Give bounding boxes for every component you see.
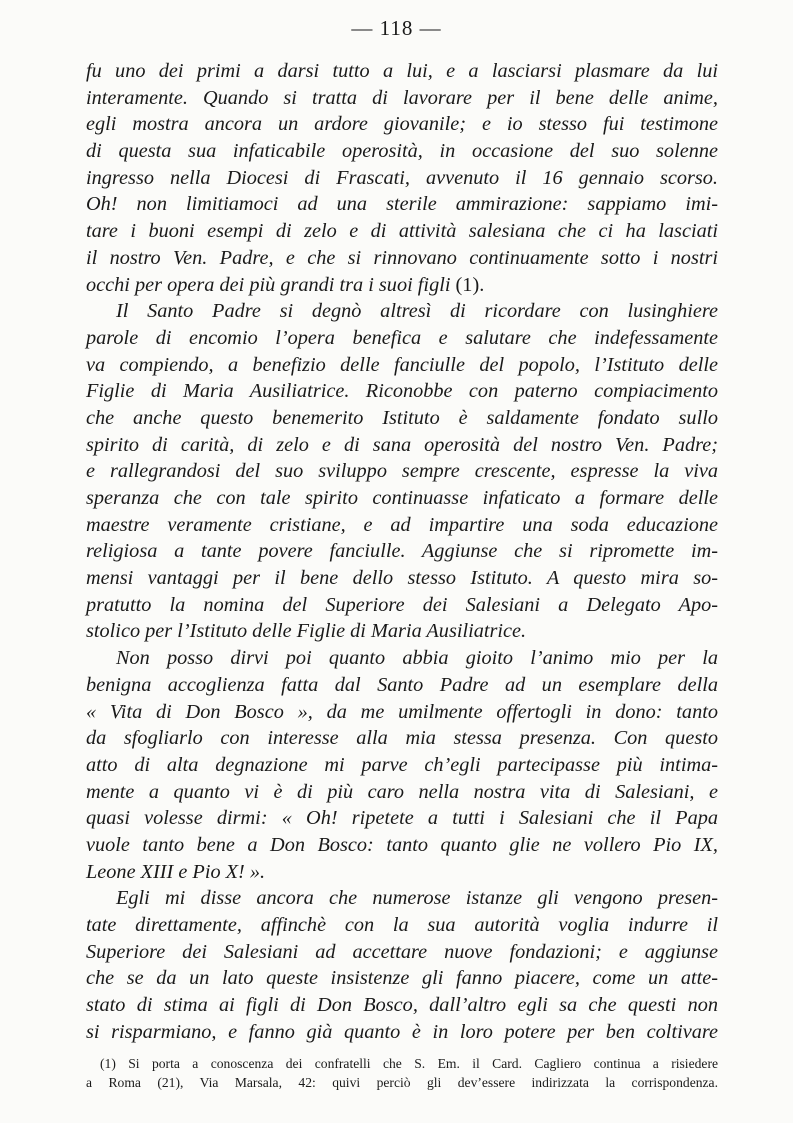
text-line-content: tate direttamente, affinchè con la sua autorità voglia indurre il <box>86 914 718 936</box>
text-line <box>86 805 718 832</box>
text-line <box>86 565 718 592</box>
text-line-content: « Vita di Don Bosco », da me umilmente offertogli in dono: tanto <box>86 700 718 723</box>
text-line <box>86 832 718 859</box>
text-line <box>86 885 718 912</box>
text-line-content: occhi per opera dei più grandi tra i suoi figli <box>86 273 451 296</box>
text-line <box>86 939 718 966</box>
text-line <box>86 699 718 726</box>
text-line-content: pratutto la nomina del Superiore dei Salesiani a Delegato Apo- <box>86 593 718 616</box>
text-line <box>86 405 718 432</box>
text-line-content: Oh! non limitiamoci ad una sterile ammirazione: sappiamo imi- <box>86 193 718 216</box>
text-line <box>86 352 718 379</box>
text-line-content: quasi volesse dirmi: « Oh! ripetete a tutti i Salesiani che il Papa <box>86 807 718 830</box>
text-line-content: stolico per l’Istituto delle Figlie di Maria Ausiliatrice. <box>86 620 527 643</box>
text-line-content: Figlie di Maria Ausiliatrice. Riconobbe con paterno compiacimento <box>86 380 718 403</box>
body-text <box>86 58 718 1045</box>
text-line <box>86 672 718 699</box>
text-line-content: speranza che con tale spirito continuasse infaticato a formare delle <box>86 487 718 509</box>
text-line <box>86 165 718 192</box>
text-line-content: spirito di carità, di zelo e di sana operosità del nostro Ven. Padre; <box>86 433 718 456</box>
text-line-content: che anche questo benemerito Istituto è saldamente fondato sullo <box>86 406 718 429</box>
footnote <box>86 1055 718 1092</box>
text-line <box>86 992 718 1019</box>
text-line-content: maestre veramente cristiane, e ad impartire una soda educazione <box>86 513 718 536</box>
text-line <box>86 58 718 85</box>
text-line <box>86 245 718 272</box>
text-line <box>86 218 718 245</box>
footnote-line: (1) Si porta a conoscenza dei confratelli che S. Em. il Card. Cagliero continua a risiedere <box>100 1056 718 1071</box>
page-number: — 118 — <box>351 16 442 40</box>
text-line <box>86 752 718 779</box>
text-line-content: egli mostra ancora un ardore giovanile; e io stesso fui testimone <box>86 113 718 136</box>
text-line <box>86 85 718 112</box>
text-line <box>86 965 718 992</box>
text-line-content: Il Santo Padre si degnò altresì di ricordare con lusinghiere <box>116 300 718 323</box>
text-line-content: Egli mi disse ancora che numerose istanze gli vengono presen- <box>116 887 718 910</box>
text-line-content: religiosa a tante povere fanciulle. Aggiunse che si ripromette im- <box>86 540 718 563</box>
text-line <box>86 779 718 806</box>
text-line-content: e rallegrandosi del suo sviluppo sempre crescente, espresse la viva <box>86 460 718 483</box>
text-line-content: di questa sua infaticabile operosità, in occasione del suo solenne <box>86 140 718 163</box>
text-line <box>86 859 718 886</box>
text-line-content: benigna accoglienza fatta dal Santo Padre ad un esemplare della <box>86 673 718 696</box>
text-line <box>86 645 718 672</box>
footnote-line: a Roma (21), Via Marsala, 42: quivi perciò gli dev’essere indirizzata la corrispondenza. <box>86 1074 718 1090</box>
text-line-content: Leone XIII e Pio X! ». <box>86 860 266 883</box>
text-line-content: mensi vantaggi per il bene dello stesso Istituto. A questo mira so- <box>86 567 718 590</box>
text-line-content: mente a quanto vi è di più caro nella nostra vita di Salesiani, e <box>86 780 718 803</box>
text-line-content: atto di alta degnazione mi parve ch’egli partecipasse più intima- <box>86 753 718 776</box>
text-line <box>86 592 718 619</box>
text-line <box>86 485 718 512</box>
text-line-content: Non posso dirvi poi quanto abbia gioito l’animo mio per la <box>116 647 718 670</box>
text-line-content: il nostro Ven. Padre, e che si rinnovano continuamente sotto i nostri <box>86 246 718 269</box>
text-line-content: vuole tanto bene a Don Bosco: tanto quanto glie ne vollero Pio IX, <box>86 833 718 856</box>
text-line <box>86 1019 718 1046</box>
text-line-content: da sfogliarlo con interesse alla mia stessa presenza. Con questo <box>86 727 718 750</box>
footnote-reference: (1). <box>450 273 485 296</box>
text-line-content: che se da un lato queste insistenze gli fanno piacere, come un atte- <box>86 967 718 990</box>
text-line <box>86 432 718 459</box>
text-line <box>86 325 718 352</box>
text-line-content: ingresso nella Diocesi di Frascati, avvenuto il 16 gennaio scorso. <box>86 166 718 189</box>
text-line <box>86 912 718 939</box>
text-line-content: tare i buoni esempi di zelo e di attività salesiana che ci ha lasciati <box>86 220 718 243</box>
text-line-content: interamente. Quando si tratta di lavorare per il bene delle anime, <box>86 86 718 109</box>
text-line <box>86 298 718 325</box>
text-line <box>86 378 718 405</box>
text-line <box>86 538 718 565</box>
text-line-content: fu uno dei primi a darsi tutto a lui, e a lasciarsi plasmare da lui <box>86 60 718 82</box>
text-line-content: si risparmiano, e fanno già quanto è in loro potere per ben coltivare <box>86 1020 718 1043</box>
text-line <box>86 618 718 645</box>
text-line <box>86 111 718 138</box>
text-line <box>86 458 718 485</box>
text-line <box>86 725 718 752</box>
text-line-content: parole di encomio l’opera benefica e salutare che indefessamente <box>86 326 718 349</box>
text-line-content: va compiendo, a benefizio delle fanciulle del popolo, l’Istituto delle <box>86 353 718 376</box>
text-line-content: Superiore dei Salesiani ad accettare nuove fondazioni; e aggiunse <box>86 940 718 963</box>
text-line <box>86 272 718 299</box>
text-line-content: stato di stima ai figli di Don Bosco, dall’altro egli sa che questi non <box>86 994 718 1017</box>
text-line <box>86 512 718 539</box>
text-line <box>86 138 718 165</box>
text-line <box>86 191 718 218</box>
